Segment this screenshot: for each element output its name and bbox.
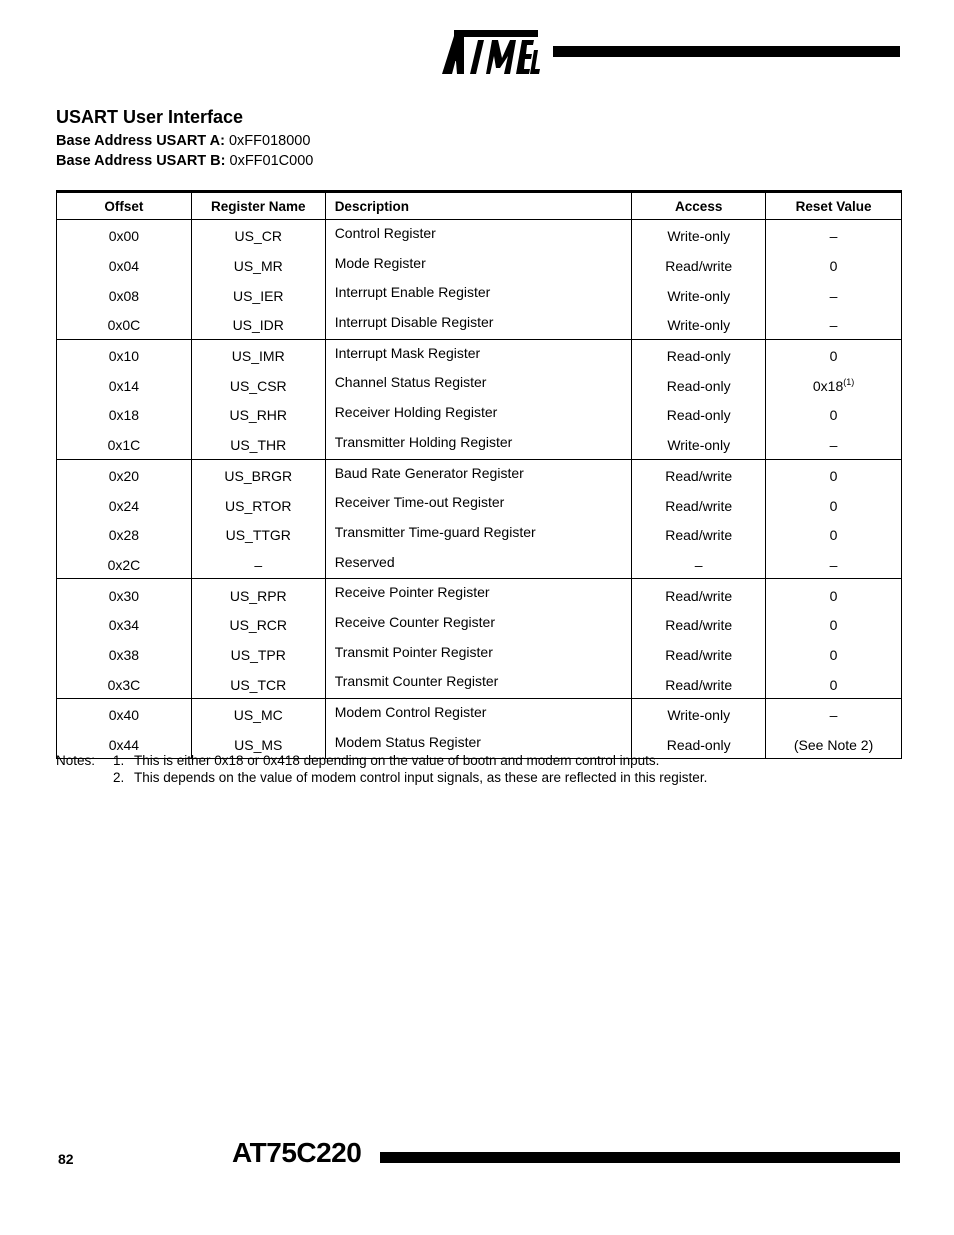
access-cell: Read/write bbox=[632, 250, 766, 280]
access-cell: Read/write bbox=[632, 489, 766, 519]
description-cell: Modem Status Register bbox=[325, 729, 632, 759]
base-address-b-value: 0xFF01C000 bbox=[229, 153, 314, 169]
description-cell: Mode Register bbox=[325, 250, 632, 280]
table-row bbox=[57, 309, 902, 339]
reset-value-cell: 0 bbox=[766, 489, 902, 519]
reset-value-cell: 0 bbox=[766, 609, 902, 639]
description-cell: Reserved bbox=[325, 549, 632, 579]
table-row bbox=[57, 250, 902, 280]
table-row bbox=[57, 220, 902, 250]
access-cell: Read/write bbox=[632, 639, 766, 669]
offset-cell: 0x14 bbox=[57, 369, 192, 399]
access-cell: Read-only bbox=[632, 369, 766, 399]
register-group bbox=[57, 579, 902, 699]
description-cell: Transmitter Holding Register bbox=[325, 429, 632, 459]
reset-value-cell: – bbox=[766, 429, 902, 459]
base-address-a-label: Base Address USART A: bbox=[56, 133, 225, 149]
access-cell: Read/write bbox=[632, 459, 766, 489]
document-title: AT75C220 bbox=[232, 1137, 362, 1168]
register-name-cell: US_MR bbox=[191, 250, 325, 280]
access-cell: Read-only bbox=[632, 729, 766, 759]
register-name-cell: US_THR bbox=[191, 429, 325, 459]
register-group bbox=[57, 220, 902, 340]
table-row bbox=[57, 609, 902, 639]
table-row bbox=[57, 369, 902, 399]
description-cell: Baud Rate Generator Register bbox=[325, 459, 632, 489]
column-header-description: Description bbox=[325, 192, 632, 220]
description-cell: Interrupt Disable Register bbox=[325, 309, 632, 339]
description-cell: Receiver Time-out Register bbox=[325, 489, 632, 519]
table-row bbox=[57, 399, 902, 429]
offset-cell: 0x30 bbox=[57, 579, 192, 609]
register-name-cell: US_MC bbox=[191, 699, 325, 729]
note-2-text: This depends on the value of modem control input signals, as these are reflected in this register. bbox=[134, 770, 708, 785]
offset-cell: 0x0C bbox=[57, 309, 192, 339]
note-2-number: 2. bbox=[113, 770, 125, 785]
offset-cell: 0x2C bbox=[57, 549, 192, 579]
reset-value-cell: – bbox=[766, 549, 902, 579]
reset-value-cell: – bbox=[766, 220, 902, 250]
column-header-register-name: Register Name bbox=[191, 192, 325, 220]
table-row bbox=[57, 668, 902, 698]
offset-cell: 0x20 bbox=[57, 459, 192, 489]
base-address-b-label: Base Address USART B: bbox=[56, 153, 226, 169]
register-name-cell: US_CR bbox=[191, 220, 325, 250]
notes-label: Notes: bbox=[56, 753, 96, 768]
base-address-a-value: 0xFF018000 bbox=[228, 133, 311, 149]
register-name-cell: US_TPR bbox=[191, 639, 325, 669]
register-name-cell: US_IER bbox=[191, 279, 325, 309]
register-name-cell: US_BRGR bbox=[191, 459, 325, 489]
access-cell: Read/write bbox=[632, 519, 766, 549]
description-cell: Control Register bbox=[325, 220, 632, 250]
description-cell: Channel Status Register bbox=[325, 369, 632, 399]
access-cell: Read-only bbox=[632, 399, 766, 429]
offset-cell: 0x3C bbox=[57, 668, 192, 698]
register-name-cell: US_TTGR bbox=[191, 519, 325, 549]
reset-value-cell: 0 bbox=[766, 639, 902, 669]
register-name-cell: US_CSR bbox=[191, 369, 325, 399]
offset-cell: 0x10 bbox=[57, 339, 192, 369]
atmel-logo bbox=[440, 28, 540, 78]
reset-value-cell: – bbox=[766, 309, 902, 339]
access-cell: Write-only bbox=[632, 699, 766, 729]
description-cell: Modem Control Register bbox=[325, 699, 632, 729]
access-cell: Read/write bbox=[632, 609, 766, 639]
access-cell: Write-only bbox=[632, 279, 766, 309]
access-cell: – bbox=[632, 549, 766, 579]
page-number: 82 bbox=[58, 1151, 74, 1167]
register-name-cell: US_RTOR bbox=[191, 489, 325, 519]
note-1-number: 1. bbox=[113, 753, 125, 768]
column-header-reset-value: Reset Value bbox=[766, 192, 902, 220]
note-1-text: This is either 0x18 or 0x418 depending on the value of bootn and modem control inputs. bbox=[134, 753, 660, 768]
table-row bbox=[57, 549, 902, 579]
register-name-cell: US_TCR bbox=[191, 668, 325, 698]
offset-cell: 0x08 bbox=[57, 279, 192, 309]
reset-value-cell: 0 bbox=[766, 339, 902, 369]
description-cell: Transmit Pointer Register bbox=[325, 639, 632, 669]
offset-cell: 0x1C bbox=[57, 429, 192, 459]
description-cell: Receive Counter Register bbox=[325, 609, 632, 639]
table-row bbox=[57, 699, 902, 729]
table-row bbox=[57, 519, 902, 549]
header-rule bbox=[553, 46, 900, 57]
register-name-cell: US_IMR bbox=[191, 339, 325, 369]
register-table bbox=[56, 190, 902, 759]
column-header-access: Access bbox=[632, 192, 766, 220]
access-cell: Write-only bbox=[632, 309, 766, 339]
offset-cell: 0x40 bbox=[57, 699, 192, 729]
offset-cell: 0x44 bbox=[57, 729, 192, 759]
description-cell: Interrupt Mask Register bbox=[325, 339, 632, 369]
register-group bbox=[57, 459, 902, 579]
footer-rule bbox=[380, 1152, 900, 1163]
register-group bbox=[57, 339, 902, 459]
table-row bbox=[57, 429, 902, 459]
offset-cell: 0x34 bbox=[57, 609, 192, 639]
table-header-row bbox=[57, 192, 902, 220]
base-address-b bbox=[56, 153, 313, 169]
table-row bbox=[57, 579, 902, 609]
table-row bbox=[57, 459, 902, 489]
access-cell: Read-only bbox=[632, 339, 766, 369]
register-name-cell: US_IDR bbox=[191, 309, 325, 339]
reset-value-cell: 0 bbox=[766, 519, 902, 549]
offset-cell: 0x18 bbox=[57, 399, 192, 429]
offset-cell: 0x24 bbox=[57, 489, 192, 519]
reset-value-cell: (See Note 2) bbox=[766, 729, 902, 759]
offset-cell: 0x04 bbox=[57, 250, 192, 280]
table-row bbox=[57, 339, 902, 369]
column-header-offset: Offset bbox=[57, 192, 192, 220]
reset-value-cell: 0 bbox=[766, 668, 902, 698]
access-cell: Write-only bbox=[632, 220, 766, 250]
reset-value-cell bbox=[766, 369, 902, 399]
reset-value-cell: 0 bbox=[766, 250, 902, 280]
reset-value-cell: 0 bbox=[766, 399, 902, 429]
register-name-cell: US_RHR bbox=[191, 399, 325, 429]
section-title: USART User Interface bbox=[56, 107, 244, 127]
register-name-cell: – bbox=[191, 549, 325, 579]
register-name-cell: US_MS bbox=[191, 729, 325, 759]
access-cell: Read/write bbox=[632, 668, 766, 698]
description-cell: Transmit Counter Register bbox=[325, 668, 632, 698]
description-cell: Receiver Holding Register bbox=[325, 399, 632, 429]
access-cell: Write-only bbox=[632, 429, 766, 459]
reset-value-cell: 0 bbox=[766, 459, 902, 489]
table-row bbox=[57, 489, 902, 519]
description-cell: Interrupt Enable Register bbox=[325, 279, 632, 309]
offset-cell: 0x38 bbox=[57, 639, 192, 669]
table-row bbox=[57, 279, 902, 309]
register-group bbox=[57, 699, 902, 759]
description-cell: Transmitter Time-guard Register bbox=[325, 519, 632, 549]
reset-value-cell: – bbox=[766, 699, 902, 729]
offset-cell: 0x28 bbox=[57, 519, 192, 549]
base-address-a bbox=[56, 133, 310, 149]
description-cell: Receive Pointer Register bbox=[325, 579, 632, 609]
reset-value-text: 0x18 bbox=[812, 378, 844, 395]
footnote-reference: (1) bbox=[843, 377, 855, 388]
reset-value-cell: – bbox=[766, 279, 902, 309]
register-name-cell: US_RCR bbox=[191, 609, 325, 639]
register-name-cell: US_RPR bbox=[191, 579, 325, 609]
offset-cell: 0x00 bbox=[57, 220, 192, 250]
table-row bbox=[57, 639, 902, 669]
reset-value-cell: 0 bbox=[766, 579, 902, 609]
access-cell: Read/write bbox=[632, 579, 766, 609]
